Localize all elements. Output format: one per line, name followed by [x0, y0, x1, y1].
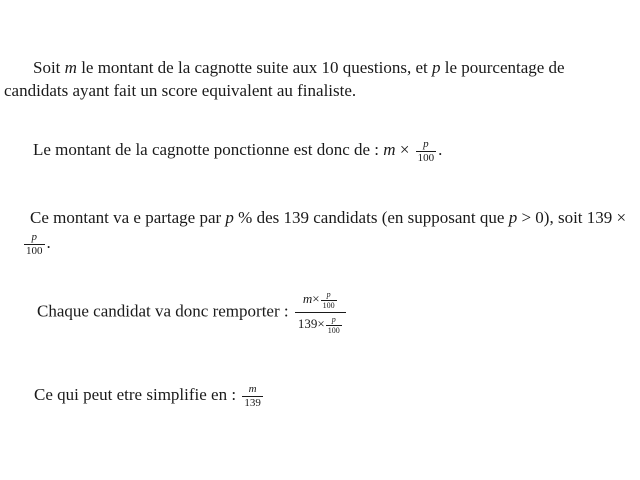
p1-text-3: le pourcentage de candidats ayant fait un score equivalent au finaliste.	[4, 58, 565, 100]
paragraph-remporter	[37, 290, 348, 335]
fraction-denominator: 100	[322, 301, 335, 310]
paragraph-montant-ponctionne	[33, 138, 442, 164]
fraction-denominator: 139	[244, 397, 261, 410]
bigfrac-den-number-139: 139	[297, 316, 318, 332]
p2-text-1: Le montant de la cagnotte ponctionne est donc de :	[33, 140, 384, 159]
bigfrac-num-times-operator: ×	[312, 291, 320, 307]
fraction-denominator: 100	[417, 152, 435, 165]
fraction-denominator: 100	[26, 245, 43, 258]
fraction-p-over-100	[326, 315, 342, 335]
p1-math-var-p: p	[431, 58, 441, 77]
fraction-p-over-100	[321, 290, 337, 310]
paragraph-simplification	[34, 383, 265, 409]
p2-times-operator: ×	[395, 140, 414, 159]
p2-math-var-m: m	[383, 140, 396, 159]
bigfrac-denominator	[295, 312, 346, 335]
p3-text-3: > 0), soit 139 ×	[517, 208, 627, 227]
p4-text-1: Chaque candidat va donc remporter :	[37, 301, 293, 321]
fraction-numerator: p	[326, 290, 331, 299]
bigfrac-num-var-m: m	[302, 291, 313, 307]
paragraph-partage	[22, 205, 634, 257]
fraction-m-over-139	[242, 383, 263, 409]
paragraph-intro	[4, 56, 618, 102]
fraction-numerator: p	[331, 315, 336, 324]
p1-math-var-m: m	[64, 58, 77, 77]
p2-period: .	[438, 140, 443, 159]
p5-text-1: Ce qui peut etre simplifie en :	[34, 385, 241, 404]
p3-text-2: % des 139 candidats (en supposant que	[233, 208, 509, 227]
p3-text-1: Ce montant va e partage par	[30, 208, 226, 227]
p3-math-var-p2: p	[508, 208, 518, 227]
fraction-numerator: p	[31, 231, 37, 244]
fraction-denominator: 100	[327, 326, 340, 335]
fraction-numerator: p	[423, 138, 429, 151]
fraction-p-over-100	[24, 231, 45, 257]
p3-math-var-p1: p	[225, 208, 234, 227]
fraction-numerator: m	[248, 383, 257, 396]
fraction-p-over-100	[416, 138, 437, 164]
p1-text-1: Soit	[33, 58, 65, 77]
p3-period: .	[46, 233, 51, 252]
fraction-main-quotient	[295, 290, 346, 335]
bigfrac-numerator	[295, 290, 346, 312]
bigfrac-den-times-operator: ×	[317, 316, 325, 332]
p1-text-2: le montant de la cagnotte suite aux 10 questions, et	[76, 58, 432, 77]
